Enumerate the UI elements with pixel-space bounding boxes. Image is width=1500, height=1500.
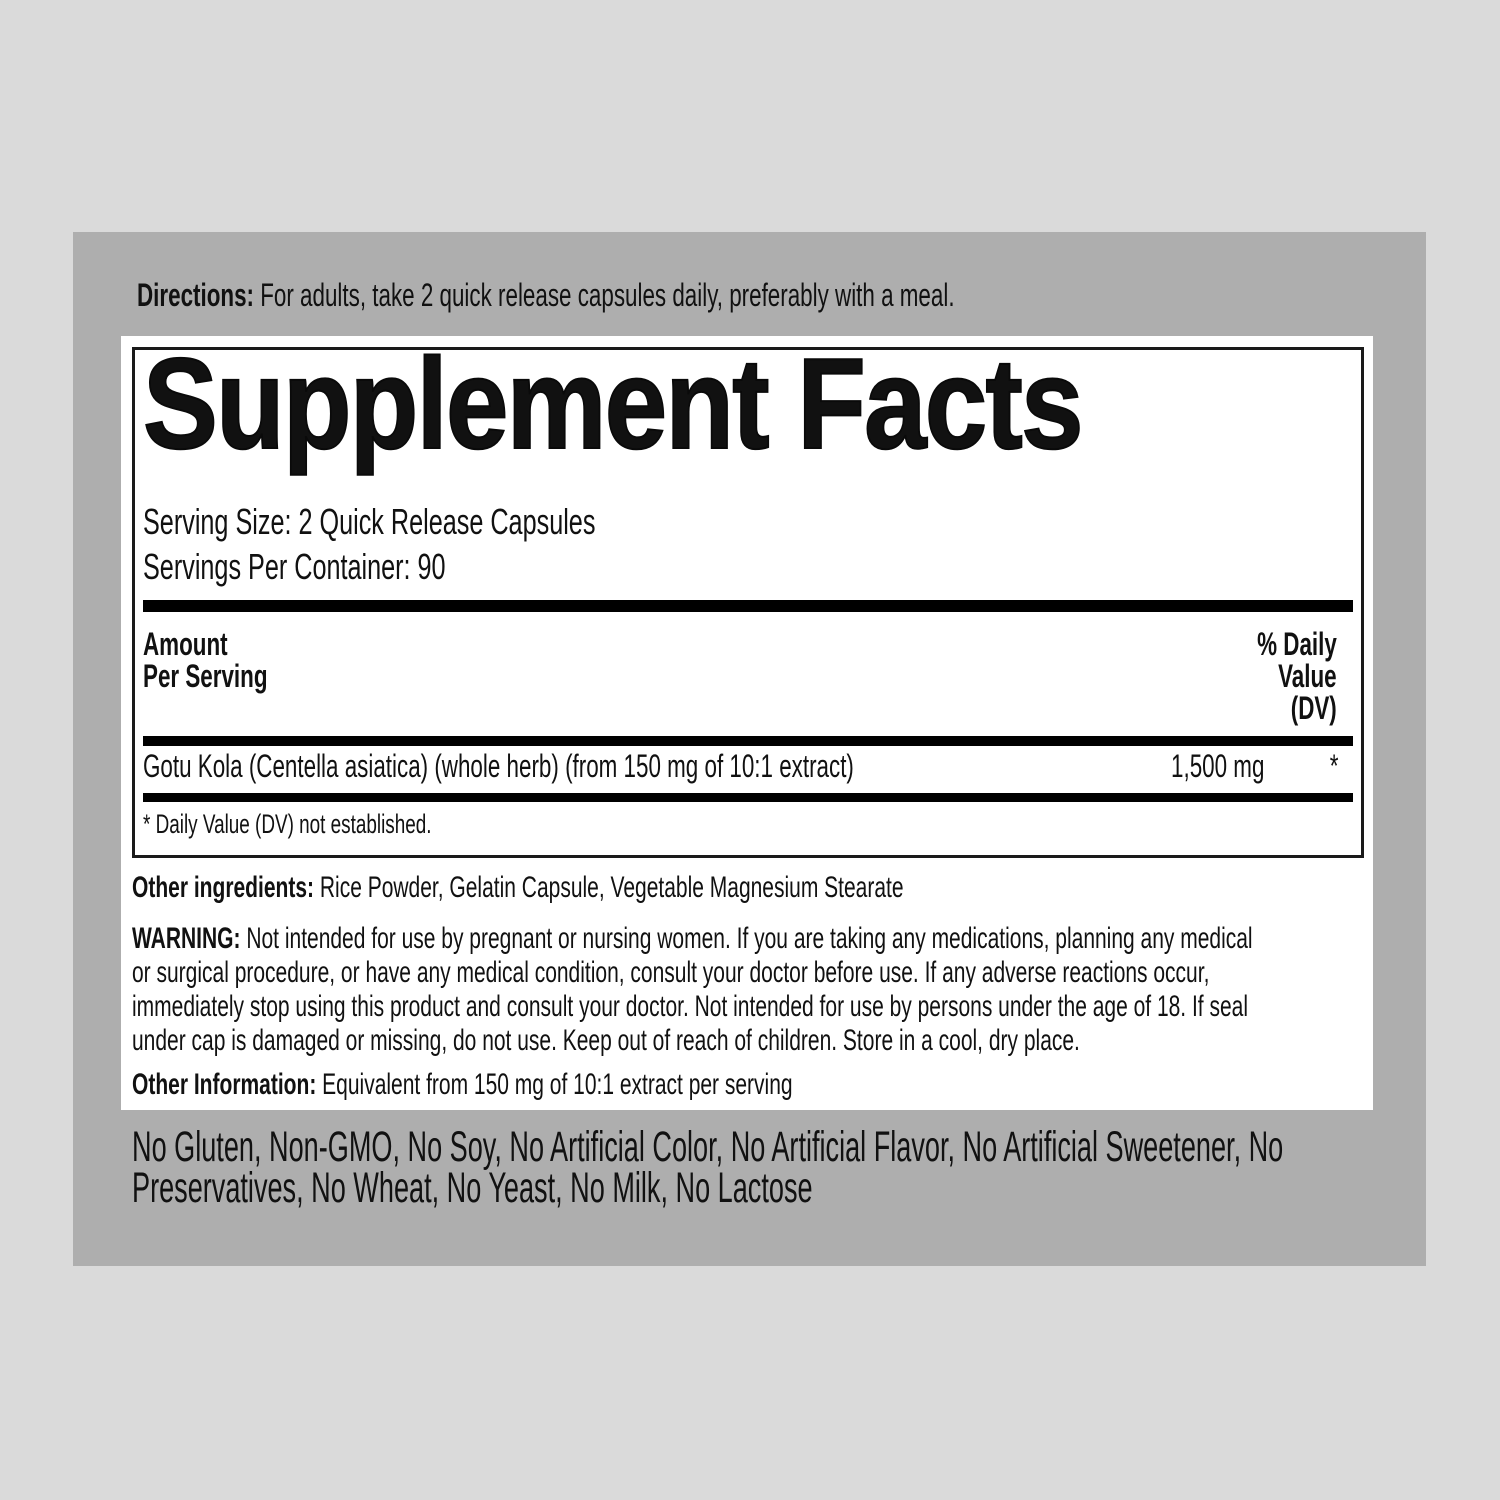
- tagline-line-2: Preservatives, No Wheat, No Yeast, No Milk, No Lactose: [132, 1164, 813, 1212]
- ingredient-name: Gotu Kola (Centella asiatica) (whole herb) (from 150 mg of 10:1 extract): [143, 748, 854, 784]
- warning-line-3: immediately stop using this product and consult your doctor. Not intended for use by persons under the age of 18. If seal: [132, 990, 1248, 1023]
- other-ingredients-label: Other ingredients:: [132, 871, 315, 904]
- label-card: [73, 232, 1426, 1266]
- other-information-line: [132, 1067, 1076, 1103]
- daily-value-footnote: * Daily Value (DV) not established.: [143, 809, 432, 839]
- divider-under-header: [143, 736, 1353, 746]
- serving-size-line: Serving Size: 2 Quick Release Capsules: [143, 501, 596, 542]
- allergen-tagline: [132, 1123, 1500, 1212]
- ingredient-daily-value: *: [1329, 748, 1338, 784]
- directions-body: For adults, take 2 quick release capsules daily, preferably with a meal.: [260, 277, 955, 313]
- divider-under-row: [143, 793, 1353, 802]
- other-information-label: Other Information:: [132, 1068, 317, 1101]
- warning-paragraph: [132, 922, 1500, 1058]
- warning-line-2: or surgical procedure, or have any medical condition, consult your doctor before use. If any adverse reactions occur,: [132, 956, 1210, 989]
- ingredient-amount: 1,500 mg: [1170, 748, 1264, 784]
- label-white-area: [121, 332, 1373, 1110]
- directions-text: [137, 276, 955, 314]
- daily-value-header: % Daily Value (DV): [1257, 626, 1337, 726]
- servings-per-container-line: Servings Per Container: 90: [143, 546, 446, 587]
- warning-line-1: Not intended for use by pregnant or nursing women. If you are taking any medications, planning any medical: [246, 922, 1253, 955]
- thick-divider-top: [143, 600, 1353, 612]
- warning-label: WARNING:: [132, 922, 241, 955]
- other-ingredients-line: [132, 870, 1234, 906]
- supplement-facts-box: [132, 332, 1364, 858]
- tagline-line-1: No Gluten, Non-GMO, No Soy, No Artificial Color, No Artificial Flavor, No Artificial Sweetener, No: [132, 1123, 1284, 1171]
- other-ingredients-body: Rice Powder, Gelatin Capsule, Vegetable Magnesium Stearate: [319, 871, 904, 904]
- directions-label: Directions:: [137, 277, 254, 313]
- supplement-facts-title: Supplement Facts: [143, 332, 1082, 476]
- amount-per-serving-header: Amount Per Serving: [143, 626, 268, 694]
- other-information-body: Equivalent from 150 mg of 10:1 extract per serving: [322, 1068, 793, 1101]
- directions-line: [137, 276, 1305, 314]
- warning-line-4: under cap is damaged or missing, do not use. Keep out of reach of children. Store in a cool, dry place.: [132, 1024, 1080, 1057]
